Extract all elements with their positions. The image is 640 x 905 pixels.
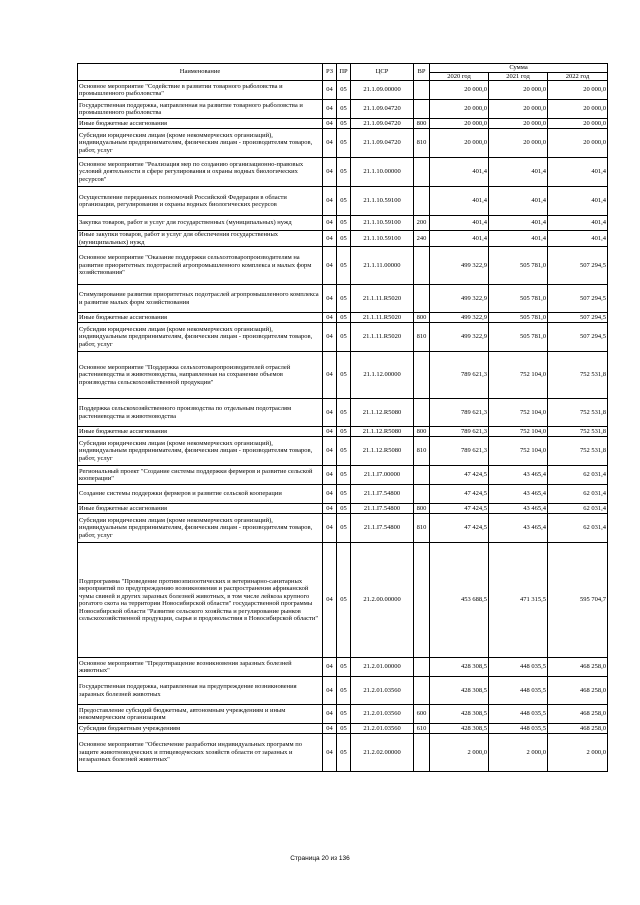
table-row bbox=[78, 514, 608, 543]
row-amount-2022: 62 031,4 bbox=[548, 485, 608, 504]
row-vr bbox=[414, 658, 430, 677]
table-row bbox=[78, 323, 608, 352]
row-csr: 21.1.12.R5080 bbox=[351, 427, 414, 437]
row-vr: 810 bbox=[414, 129, 430, 158]
row-name: Государственная поддержка, направленная на развитие товарного рыболовства и промышленного рыболовства bbox=[78, 100, 323, 119]
row-vr bbox=[414, 187, 430, 216]
row-csr: 21.1.12.R5080 bbox=[351, 399, 414, 427]
row-amount-2020: 499 322,9 bbox=[430, 247, 489, 285]
row-amount-2022: 752 531,8 bbox=[548, 437, 608, 466]
row-amount-2020: 20 000,0 bbox=[430, 119, 489, 129]
table-row bbox=[78, 485, 608, 504]
row-amount-2020: 428 308,5 bbox=[430, 677, 489, 705]
row-amount-2022: 20 000,0 bbox=[548, 129, 608, 158]
row-name: Закупка товаров, работ и услуг для государственных (муниципальных) нужд bbox=[78, 216, 323, 231]
row-amount-2021: 43 465,4 bbox=[489, 514, 548, 543]
row-pr: 05 bbox=[337, 100, 351, 119]
row-amount-2021: 20 000,0 bbox=[489, 119, 548, 129]
row-amount-2020: 499 322,9 bbox=[430, 313, 489, 323]
row-amount-2021: 401,4 bbox=[489, 216, 548, 231]
row-name: Субсидии бюджетным учреждениям bbox=[78, 724, 323, 734]
row-name: Основное мероприятие "Поддержка сельхозтоваропроизводителей отраслей растениеводства и животноводства, направленная на сохранение объемов производства сельскохозяйственной продукции" bbox=[78, 352, 323, 399]
row-rz: 04 bbox=[323, 187, 337, 216]
row-csr: 21.1.11.00000 bbox=[351, 247, 414, 285]
row-amount-2020: 47 424,5 bbox=[430, 485, 489, 504]
row-pr: 05 bbox=[337, 485, 351, 504]
row-amount-2022: 62 031,4 bbox=[548, 504, 608, 514]
row-amount-2022: 62 031,4 bbox=[548, 466, 608, 485]
row-amount-2022: 507 294,5 bbox=[548, 313, 608, 323]
row-csr: 21.2.01.03560 bbox=[351, 705, 414, 724]
row-pr: 05 bbox=[337, 158, 351, 187]
row-csr: 21.2.01.03560 bbox=[351, 677, 414, 705]
row-name: Региональный проект "Создание системы поддержки фермеров и развитие сельской кооперации" bbox=[78, 466, 323, 485]
row-amount-2020: 47 424,5 bbox=[430, 514, 489, 543]
row-rz: 04 bbox=[323, 231, 337, 247]
table-row bbox=[78, 100, 608, 119]
header-year-2022: 2022 год bbox=[548, 72, 608, 81]
row-name: Основное мероприятие "Обеспечение разработки индивидуальных программ по защите животноводческих и птицеводческих хозяйств области от заразных и незаразных болезней животных" bbox=[78, 734, 323, 772]
row-amount-2020: 789 621,3 bbox=[430, 399, 489, 427]
header-rz: РЗ bbox=[323, 64, 337, 81]
row-pr: 05 bbox=[337, 119, 351, 129]
row-rz: 04 bbox=[323, 313, 337, 323]
row-pr: 05 bbox=[337, 658, 351, 677]
row-rz: 04 bbox=[323, 437, 337, 466]
row-vr bbox=[414, 352, 430, 399]
row-vr: 610 bbox=[414, 724, 430, 734]
row-csr: 21.1.10.59100 bbox=[351, 231, 414, 247]
row-amount-2021: 752 104,0 bbox=[489, 427, 548, 437]
table-row bbox=[78, 543, 608, 658]
table-row bbox=[78, 437, 608, 466]
row-amount-2021: 20 000,0 bbox=[489, 129, 548, 158]
row-amount-2022: 468 258,0 bbox=[548, 677, 608, 705]
row-rz: 04 bbox=[323, 705, 337, 724]
row-csr: 21.1.12.00000 bbox=[351, 352, 414, 399]
row-csr: 21.1.09.00000 bbox=[351, 81, 414, 100]
header-year-2021: 2021 год bbox=[489, 72, 548, 81]
row-vr: 800 bbox=[414, 427, 430, 437]
row-pr: 05 bbox=[337, 504, 351, 514]
row-rz: 04 bbox=[323, 81, 337, 100]
row-amount-2021: 752 104,0 bbox=[489, 352, 548, 399]
row-amount-2022: 401,4 bbox=[548, 216, 608, 231]
row-amount-2020: 401,4 bbox=[430, 187, 489, 216]
row-csr: 21.2.02.00000 bbox=[351, 734, 414, 772]
row-amount-2020: 401,4 bbox=[430, 216, 489, 231]
row-amount-2022: 401,4 bbox=[548, 187, 608, 216]
table-row bbox=[78, 285, 608, 313]
row-amount-2021: 448 035,5 bbox=[489, 658, 548, 677]
row-name: Иные бюджетные ассигнования bbox=[78, 504, 323, 514]
row-amount-2020: 453 688,5 bbox=[430, 543, 489, 658]
row-pr: 05 bbox=[337, 543, 351, 658]
row-name: Основное мероприятие "Оказание поддержки сельхозтоваропроизводителям на развитие приоритетных подотраслей агропромышленного комплекса и малых форм хозяйствования" bbox=[78, 247, 323, 285]
row-amount-2022: 401,4 bbox=[548, 158, 608, 187]
row-amount-2021: 43 465,4 bbox=[489, 504, 548, 514]
row-amount-2022: 468 258,0 bbox=[548, 724, 608, 734]
row-name: Субсидии юридическим лицам (кроме некоммерческих организаций), индивидуальным предпринимателям, физическим лицам - производителям товаров, работ, услуг bbox=[78, 514, 323, 543]
row-name: Стимулирование развития приоритетных подотраслей агропромышленного комплекса и развитие малых форм хозяйствования bbox=[78, 285, 323, 313]
row-amount-2022: 2 000,0 bbox=[548, 734, 608, 772]
table-row bbox=[78, 399, 608, 427]
row-vr: 200 bbox=[414, 216, 430, 231]
row-vr: 810 bbox=[414, 437, 430, 466]
row-amount-2020: 789 621,3 bbox=[430, 437, 489, 466]
row-amount-2021: 505 781,0 bbox=[489, 247, 548, 285]
row-rz: 04 bbox=[323, 352, 337, 399]
table-row bbox=[78, 427, 608, 437]
table-row bbox=[78, 734, 608, 772]
row-vr bbox=[414, 158, 430, 187]
row-name: Основное мероприятие "Предотвращение возникновения заразных болезней животных" bbox=[78, 658, 323, 677]
row-vr bbox=[414, 81, 430, 100]
row-pr: 05 bbox=[337, 81, 351, 100]
row-name: Осуществление переданных полномочий Российской Федерации в области организации, регулирования и охраны водных биологических ресурсов bbox=[78, 187, 323, 216]
row-name: Государственная поддержка, направленная на предупреждение возникновения заразных болезней животных bbox=[78, 677, 323, 705]
row-name: Субсидии юридическим лицам (кроме некоммерческих организаций), индивидуальным предпринимателям, физическим лицам - производителям товаров, работ, услуг bbox=[78, 437, 323, 466]
row-amount-2021: 20 000,0 bbox=[489, 81, 548, 100]
row-amount-2021: 752 104,0 bbox=[489, 437, 548, 466]
page-footer: Страница 20 из 136 bbox=[290, 855, 350, 862]
row-vr bbox=[414, 285, 430, 313]
row-amount-2020: 401,4 bbox=[430, 231, 489, 247]
row-pr: 05 bbox=[337, 514, 351, 543]
row-amount-2022: 507 294,5 bbox=[548, 323, 608, 352]
row-vr: 240 bbox=[414, 231, 430, 247]
row-amount-2022: 752 531,8 bbox=[548, 427, 608, 437]
row-vr: 810 bbox=[414, 514, 430, 543]
row-rz: 04 bbox=[323, 119, 337, 129]
row-csr: 21.1.10.59100 bbox=[351, 216, 414, 231]
row-name: Предоставление субсидий бюджетным, автономным учреждениям и иным некоммерческим организациям bbox=[78, 705, 323, 724]
row-amount-2020: 428 308,5 bbox=[430, 658, 489, 677]
row-csr: 21.1.12.R5080 bbox=[351, 437, 414, 466]
row-csr: 21.1.10.59100 bbox=[351, 187, 414, 216]
row-rz: 04 bbox=[323, 658, 337, 677]
row-name: Подпрограмма "Проведение противоэпизоотических и ветеринарно-санитарных мероприятий по предупреждению возникновения и распространения африканской чумы свиней и других заразных болезней животных, в том числе лейкоза крупного рогатого скота на территории Новосибирской области" государственной программы Новосибирской области "Развитие сельского хозяйства и регулирование рынков сельскохозяйственной продукции, сырья и продовольствия в Новосибирской области" bbox=[78, 543, 323, 658]
row-csr: 21.1.11.R5020 bbox=[351, 323, 414, 352]
header-vr: ВР bbox=[414, 64, 430, 81]
row-amount-2022: 595 704,7 bbox=[548, 543, 608, 658]
row-name: Основное мероприятие "Содействие в развитии товарного рыболовства и промышленного рыболовства" bbox=[78, 81, 323, 100]
row-csr: 21.2.00.00000 bbox=[351, 543, 414, 658]
row-vr: 600 bbox=[414, 705, 430, 724]
row-vr bbox=[414, 100, 430, 119]
row-csr: 21.1.11.R5020 bbox=[351, 313, 414, 323]
row-pr: 05 bbox=[337, 677, 351, 705]
row-vr: 810 bbox=[414, 323, 430, 352]
table-row bbox=[78, 677, 608, 705]
row-csr: 21.2.01.00000 bbox=[351, 658, 414, 677]
row-vr bbox=[414, 677, 430, 705]
row-amount-2020: 789 621,3 bbox=[430, 427, 489, 437]
row-rz: 04 bbox=[323, 100, 337, 119]
table-row bbox=[78, 231, 608, 247]
row-pr: 05 bbox=[337, 466, 351, 485]
row-rz: 04 bbox=[323, 485, 337, 504]
row-name: Поддержка сельскохозяйственного производства по отдельным подотраслям растениеводства и животноводства bbox=[78, 399, 323, 427]
row-amount-2021: 43 465,4 bbox=[489, 466, 548, 485]
row-name: Создание системы поддержки фермеров и развитие сельской кооперации bbox=[78, 485, 323, 504]
row-csr: 21.1.I7.54800 bbox=[351, 514, 414, 543]
table-row bbox=[78, 504, 608, 514]
row-rz: 04 bbox=[323, 677, 337, 705]
row-csr: 21.1.I7.54800 bbox=[351, 485, 414, 504]
table-row bbox=[78, 187, 608, 216]
table-body bbox=[78, 81, 608, 772]
row-rz: 04 bbox=[323, 285, 337, 313]
row-amount-2021: 401,4 bbox=[489, 187, 548, 216]
row-amount-2020: 2 000,0 bbox=[430, 734, 489, 772]
row-amount-2021: 752 104,0 bbox=[489, 399, 548, 427]
row-pr: 05 bbox=[337, 313, 351, 323]
row-amount-2021: 505 781,0 bbox=[489, 313, 548, 323]
row-amount-2021: 448 035,5 bbox=[489, 724, 548, 734]
row-rz: 04 bbox=[323, 247, 337, 285]
row-csr: 21.2.01.03560 bbox=[351, 724, 414, 734]
row-amount-2022: 507 294,5 bbox=[548, 247, 608, 285]
row-rz: 04 bbox=[323, 427, 337, 437]
row-amount-2021: 505 781,0 bbox=[489, 285, 548, 313]
row-rz: 04 bbox=[323, 129, 337, 158]
row-rz: 04 bbox=[323, 216, 337, 231]
row-vr bbox=[414, 247, 430, 285]
row-vr bbox=[414, 734, 430, 772]
row-amount-2020: 499 322,9 bbox=[430, 323, 489, 352]
row-rz: 04 bbox=[323, 543, 337, 658]
row-amount-2021: 401,4 bbox=[489, 158, 548, 187]
row-rz: 04 bbox=[323, 514, 337, 543]
row-amount-2020: 47 424,5 bbox=[430, 504, 489, 514]
row-pr: 05 bbox=[337, 216, 351, 231]
row-pr: 05 bbox=[337, 352, 351, 399]
row-rz: 04 bbox=[323, 466, 337, 485]
row-amount-2021: 505 781,0 bbox=[489, 323, 548, 352]
table-row bbox=[78, 352, 608, 399]
row-vr: 800 bbox=[414, 504, 430, 514]
row-amount-2021: 448 035,5 bbox=[489, 677, 548, 705]
row-pr: 05 bbox=[337, 724, 351, 734]
row-amount-2021: 20 000,0 bbox=[489, 100, 548, 119]
row-rz: 04 bbox=[323, 323, 337, 352]
row-amount-2020: 428 308,5 bbox=[430, 724, 489, 734]
row-vr bbox=[414, 543, 430, 658]
row-pr: 05 bbox=[337, 247, 351, 285]
row-pr: 05 bbox=[337, 231, 351, 247]
table-row bbox=[78, 81, 608, 100]
row-amount-2022: 401,4 bbox=[548, 231, 608, 247]
table-row bbox=[78, 466, 608, 485]
row-csr: 21.1.09.04720 bbox=[351, 129, 414, 158]
row-amount-2020: 401,4 bbox=[430, 158, 489, 187]
row-vr: 800 bbox=[414, 119, 430, 129]
table-row bbox=[78, 119, 608, 129]
row-rz: 04 bbox=[323, 724, 337, 734]
row-pr: 05 bbox=[337, 427, 351, 437]
header-pr: ПР bbox=[337, 64, 351, 81]
row-csr: 21.1.I7.54800 bbox=[351, 504, 414, 514]
row-amount-2020: 47 424,5 bbox=[430, 466, 489, 485]
row-name: Субсидии юридическим лицам (кроме некоммерческих организаций), индивидуальным предпринимателям, физическим лицам - производителям товаров, работ, услуг bbox=[78, 129, 323, 158]
row-amount-2021: 2 000,0 bbox=[489, 734, 548, 772]
table-row bbox=[78, 705, 608, 724]
row-amount-2022: 468 258,0 bbox=[548, 658, 608, 677]
row-pr: 05 bbox=[337, 734, 351, 772]
row-amount-2020: 428 308,5 bbox=[430, 705, 489, 724]
row-amount-2022: 62 031,4 bbox=[548, 514, 608, 543]
table-row bbox=[78, 724, 608, 734]
table-row bbox=[78, 247, 608, 285]
row-name: Иные бюджетные ассигнования bbox=[78, 119, 323, 129]
row-pr: 05 bbox=[337, 399, 351, 427]
table-row bbox=[78, 658, 608, 677]
budget-table bbox=[77, 63, 608, 772]
header-csr: ЦСР bbox=[351, 64, 414, 81]
row-pr: 05 bbox=[337, 187, 351, 216]
table-row bbox=[78, 313, 608, 323]
row-rz: 04 bbox=[323, 734, 337, 772]
row-pr: 05 bbox=[337, 285, 351, 313]
row-amount-2020: 789 621,3 bbox=[430, 352, 489, 399]
row-pr: 05 bbox=[337, 705, 351, 724]
row-amount-2022: 507 294,5 bbox=[548, 285, 608, 313]
header-year-2020: 2020 год bbox=[430, 72, 489, 81]
row-amount-2020: 20 000,0 bbox=[430, 81, 489, 100]
row-name: Основное мероприятие "Реализация мер по созданию организационно-правовых условий деятельности в сфере регулирования и охраны водных биологических ресурсов" bbox=[78, 158, 323, 187]
row-vr bbox=[414, 485, 430, 504]
row-csr: 21.1.09.04720 bbox=[351, 119, 414, 129]
row-amount-2021: 43 465,4 bbox=[489, 485, 548, 504]
row-amount-2022: 752 531,8 bbox=[548, 352, 608, 399]
row-amount-2022: 20 000,0 bbox=[548, 81, 608, 100]
row-amount-2021: 401,4 bbox=[489, 231, 548, 247]
row-amount-2020: 20 000,0 bbox=[430, 129, 489, 158]
row-name: Субсидии юридическим лицам (кроме некоммерческих организаций), индивидуальным предпринимателям, физическим лицам - производителям товаров, работ, услуг bbox=[78, 323, 323, 352]
row-rz: 04 bbox=[323, 504, 337, 514]
row-rz: 04 bbox=[323, 158, 337, 187]
row-name: Иные закупки товаров, работ и услуг для обеспечения государственных (муниципальных) нужд bbox=[78, 231, 323, 247]
row-name: Иные бюджетные ассигнования bbox=[78, 313, 323, 323]
row-vr: 800 bbox=[414, 313, 430, 323]
row-csr: 21.1.09.04720 bbox=[351, 100, 414, 119]
table-header bbox=[78, 64, 608, 81]
row-vr bbox=[414, 466, 430, 485]
row-pr: 05 bbox=[337, 437, 351, 466]
row-rz: 04 bbox=[323, 399, 337, 427]
row-vr bbox=[414, 399, 430, 427]
row-csr: 21.1.I7.00000 bbox=[351, 466, 414, 485]
row-amount-2020: 20 000,0 bbox=[430, 100, 489, 119]
row-pr: 05 bbox=[337, 129, 351, 158]
row-amount-2022: 752 531,8 bbox=[548, 399, 608, 427]
row-amount-2021: 471 315,5 bbox=[489, 543, 548, 658]
row-pr: 05 bbox=[337, 323, 351, 352]
row-amount-2022: 20 000,0 bbox=[548, 100, 608, 119]
table-row bbox=[78, 216, 608, 231]
table-row bbox=[78, 129, 608, 158]
table-row bbox=[78, 158, 608, 187]
header-name: Наименование bbox=[78, 64, 323, 81]
row-csr: 21.1.10.00000 bbox=[351, 158, 414, 187]
row-amount-2020: 499 322,9 bbox=[430, 285, 489, 313]
row-amount-2022: 20 000,0 bbox=[548, 119, 608, 129]
row-csr: 21.1.11.R5020 bbox=[351, 285, 414, 313]
row-amount-2021: 448 035,5 bbox=[489, 705, 548, 724]
row-name: Иные бюджетные ассигнования bbox=[78, 427, 323, 437]
header-sum: Сумма bbox=[430, 64, 608, 73]
row-amount-2022: 468 258,0 bbox=[548, 705, 608, 724]
